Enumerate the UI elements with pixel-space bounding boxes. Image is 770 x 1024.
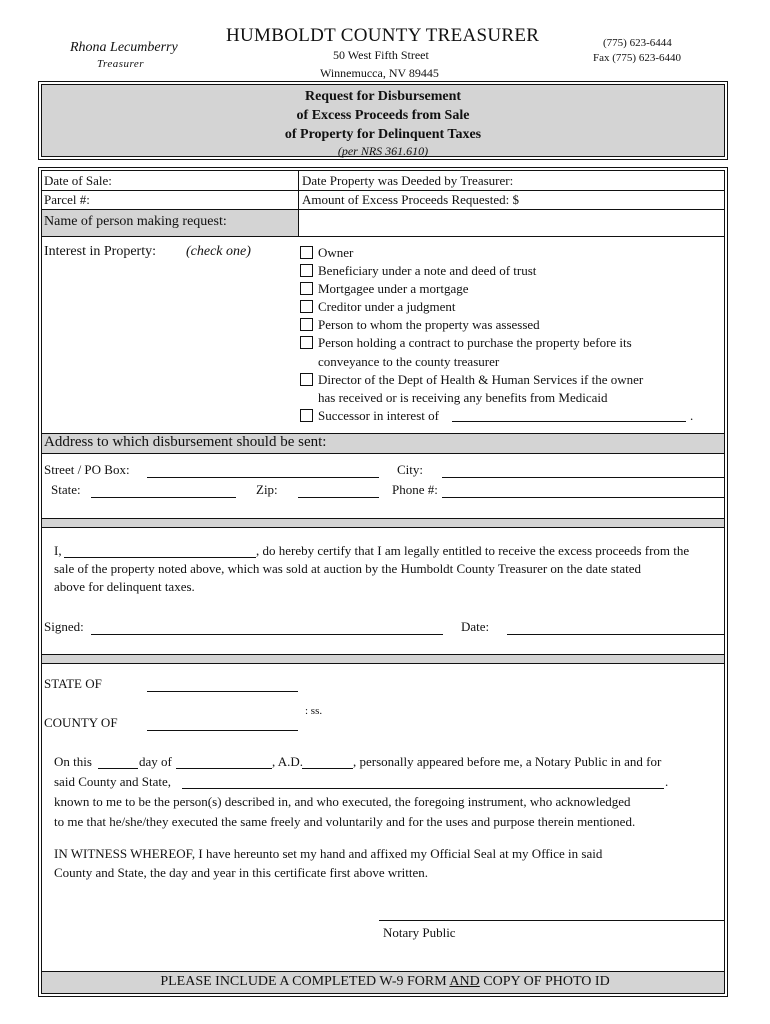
option-director-hhs: Director of the Dept of Health & Human Services if the owner <box>318 372 644 387</box>
notary-signature-input[interactable] <box>379 920 725 921</box>
zip-label: Zip: <box>256 482 278 497</box>
zip-input[interactable] <box>298 497 379 498</box>
option-beneficiary: Beneficiary under a note and deed of trust <box>318 263 537 278</box>
county-state-text: said County and State, <box>54 774 171 789</box>
signed-label: Signed: <box>44 619 84 634</box>
city-label: City: <box>397 462 424 477</box>
city-input[interactable] <box>442 477 725 478</box>
notary-public-label: Notary Public <box>383 925 456 940</box>
interest-label: Interest in Property: <box>44 244 156 259</box>
on-this-label: On this <box>54 754 92 769</box>
ad-label: , A.D. <box>272 754 304 769</box>
signed-date-input[interactable] <box>507 634 725 635</box>
treasurer-name: Rhona Lecumberry <box>70 40 178 55</box>
certify-line-2: sale of the property noted above, which was sold at auction by the Humboldt County Treasurer on the date stated <box>54 561 642 576</box>
option-assessed-person: Person to whom the property was assessed <box>318 317 540 332</box>
title-line-2: of Excess Proceeds from Sale <box>296 108 470 123</box>
certify-name-input[interactable] <box>64 557 256 558</box>
title-line-3: of Property for Delinquent Taxes <box>284 127 482 142</box>
successor-input[interactable] <box>452 421 686 422</box>
option-director-hhs-cont: has received or is receiving any benefits from Medicaid <box>318 390 608 405</box>
notary-person-input[interactable] <box>182 788 664 789</box>
office-title: HUMBOLDT COUNTY TREASURER <box>226 25 540 46</box>
option-contract-holder-cont: conveyance to the county treasurer <box>318 354 500 369</box>
office-address-line1: 50 West Fifth Street <box>333 48 429 62</box>
date-of-sale-label: Date of Sale: <box>44 173 112 188</box>
street-label: Street / PO Box: <box>44 462 130 477</box>
owner-checkbox[interactable] <box>300 246 313 259</box>
date-deeded-label: Date Property was Deeded by Treasurer: <box>302 173 514 188</box>
name-label: Name of person making request: <box>44 214 227 229</box>
ss-mark: : ss. <box>305 705 323 717</box>
street-input[interactable] <box>147 477 379 478</box>
successor-checkbox[interactable] <box>300 409 313 422</box>
title-line-1: Request for Disbursement <box>304 89 462 104</box>
state-input[interactable] <box>91 497 236 498</box>
executed-text: to me that he/she/they executed the same freely and voluntarily and for the uses and purpose therein mentioned. <box>54 814 636 829</box>
option-creditor: Creditor under a judgment <box>318 299 456 314</box>
office-phone: (775) 623-6444 <box>603 37 672 49</box>
phone-input[interactable] <box>442 497 725 498</box>
notary-year-input[interactable] <box>302 768 353 769</box>
option-contract-holder: Person holding a contract to purchase the property before its <box>318 335 632 350</box>
notary-day-input[interactable] <box>98 768 138 769</box>
title-box <box>41 84 725 157</box>
option-owner: Owner <box>318 245 354 260</box>
witness-text-2: County and State, the day and year in this certificate first above written. <box>54 865 428 880</box>
signature-input[interactable] <box>91 634 443 635</box>
title-statute: (per NRS 361.610) <box>337 144 429 158</box>
footer-note: PLEASE INCLUDE A COMPLETED W-9 FORM AND COPY OF PHOTO ID <box>160 974 610 989</box>
beneficiary-checkbox[interactable] <box>300 264 313 277</box>
certify-line-3: above for delinquent taxes. <box>54 579 195 594</box>
office-address-line2: Winnemucca, NV 89445 <box>320 66 439 80</box>
office-fax: Fax (775) 623-6440 <box>593 52 681 64</box>
state-label: State: <box>51 482 81 497</box>
name-input[interactable] <box>299 210 724 236</box>
amount-requested-label: Amount of Excess Proceeds Requested: $ <box>302 192 519 207</box>
known-text: known to me to be the person(s) described in, and who executed, the foregoing instrument, who acknowledged <box>54 794 631 809</box>
appeared-text: , personally appeared before me, a Notary Public in and for <box>353 754 662 769</box>
county-of-label: COUNTY OF <box>44 715 118 730</box>
notary-county-input[interactable] <box>147 730 298 731</box>
option-mortgagee: Mortgagee under a mortgage <box>318 281 469 296</box>
option-successor: Successor in interest of <box>318 408 439 423</box>
day-of-label: day of <box>139 754 172 769</box>
certify-line-1: , do hereby certify that I am legally entitled to receive the excess proceeds from the <box>256 543 690 558</box>
certify-prefix: I, <box>54 543 62 558</box>
notary-state-input[interactable] <box>147 691 298 692</box>
mortgagee-checkbox[interactable] <box>300 282 313 295</box>
check-one-hint: (check one) <box>186 244 251 259</box>
assessed-person-checkbox[interactable] <box>300 318 313 331</box>
signed-date-label: Date: <box>461 619 490 634</box>
address-heading: Address to which disbursement should be sent: <box>44 434 327 450</box>
phone-label: Phone #: <box>392 482 438 497</box>
parcel-label: Parcel #: <box>44 192 90 207</box>
contract-holder-checkbox[interactable] <box>300 336 313 349</box>
witness-text-1: IN WITNESS WHEREOF, I have hereunto set my hand and affixed my Official Seal at my Office in said <box>54 846 603 861</box>
director-hhs-checkbox[interactable] <box>300 373 313 386</box>
state-of-label: STATE OF <box>44 676 102 691</box>
treasurer-title: Treasurer <box>97 58 145 70</box>
creditor-checkbox[interactable] <box>300 300 313 313</box>
notary-month-input[interactable] <box>176 768 272 769</box>
